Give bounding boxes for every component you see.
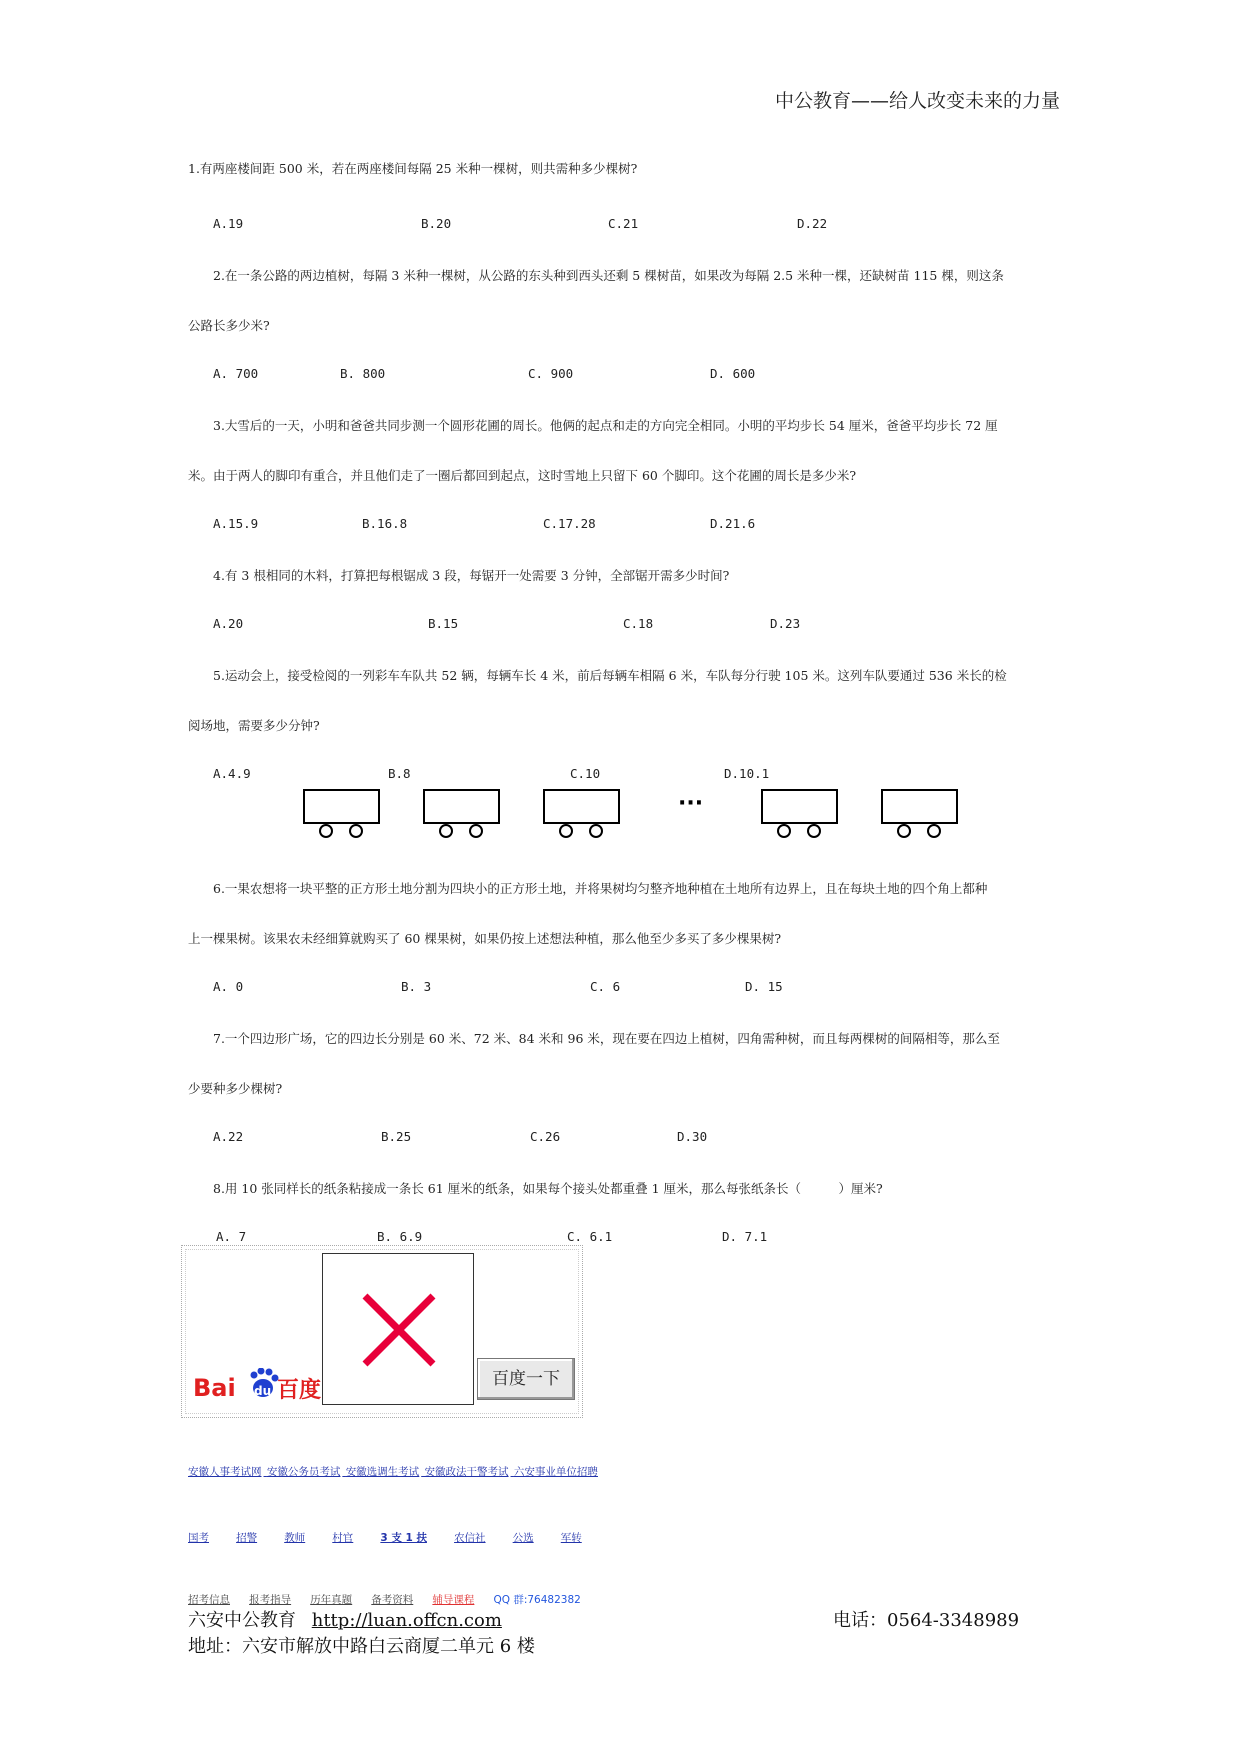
question-1-option-b: B.20 bbox=[421, 216, 452, 231]
question-8-option-c: C. 6.1 bbox=[567, 1229, 613, 1244]
question-6-stem-line-1: 6.一果农想将一块平整的正方形土地分割为四块小的正方形土地，并将果树均匀整齐地种植在土地所有边界上，且在每块土地的四个角上都种 bbox=[213, 881, 988, 896]
question-2-option-c: C. 900 bbox=[528, 366, 574, 381]
question-3-option-a: A.15.9 bbox=[213, 516, 259, 531]
car-2 bbox=[424, 790, 499, 837]
link-sanzhiyifu[interactable]: 3 支 1 扶 bbox=[380, 1532, 427, 1544]
question-5-stem-line-2: 阅场地，需要多少分钟? bbox=[188, 718, 320, 733]
question-6-option-b: B. 3 bbox=[401, 979, 432, 994]
cars-svg bbox=[300, 788, 970, 848]
link-exam-info[interactable]: 招考信息 bbox=[188, 1594, 230, 1606]
links-row-3 bbox=[188, 1588, 581, 1607]
link-anhui-civil-servant[interactable]: 安徽公务员考试 bbox=[266, 1466, 341, 1478]
question-1-stem: 1.有两座楼间距 500 米，若在两座楼间每隔 25 米种一棵树，则共需种多少棵树? bbox=[188, 161, 638, 176]
question-8-stem: 8.用 10 张同样长的纸条粘接成一条长 61 厘米的纸条，如果每个接头处都重叠 1 厘米，那么每张纸条长（ ）厘米? bbox=[213, 1181, 883, 1196]
footer-phone: 电话：0564-3348989 bbox=[833, 1610, 1020, 1631]
link-zhaojing[interactable]: 招警 bbox=[236, 1532, 258, 1544]
links-row-1 bbox=[188, 1464, 600, 1479]
question-5-stem-line-1: 5.运动会上，接受检阅的一列彩车车队共 52 辆，每辆车长 4 米，前后每辆车相隔 6 米，车队每分行驶 105 米。这列车队要通过 536 米长的检 bbox=[213, 668, 1007, 683]
link-guokao[interactable]: 国考 bbox=[188, 1532, 209, 1544]
question-2-option-d: D. 600 bbox=[710, 366, 756, 381]
baidu-search-button[interactable]: 百度一下 bbox=[477, 1358, 575, 1400]
question-4-option-a: A.20 bbox=[213, 616, 244, 631]
link-past-papers[interactable]: 历年真题 bbox=[310, 1594, 353, 1606]
question-7-stem-line-1: 7.一个四边形广场，它的四边长分别是 60 米、72 米、84 米和 96 米，现在要在四边上植树，四角需种树，而且每两棵树的间隔相等，那么至 bbox=[213, 1031, 1000, 1046]
question-5-option-c: C.10 bbox=[570, 766, 601, 781]
link-anhui-police[interactable]: 安徽政法干警考试 bbox=[424, 1466, 509, 1478]
footer-address: 地址：六安市解放中路白云商厦二单元 6 楼 bbox=[188, 1636, 535, 1657]
car-4 bbox=[762, 790, 837, 837]
question-2-option-a: A. 700 bbox=[213, 366, 259, 381]
baidu-paw-icon bbox=[193, 1368, 323, 1402]
link-tutoring-courses[interactable]: 辅导课程 bbox=[432, 1594, 475, 1606]
broken-image-placeholder bbox=[322, 1253, 474, 1405]
links-row-2 bbox=[188, 1526, 604, 1545]
question-6-stem-line-2: 上一棵果树。该果农未经细算就购买了 60 棵果树，如果仍按上述想法种植，那么他至少多买了多少棵果树? bbox=[188, 931, 782, 946]
footer-org-line bbox=[188, 1606, 502, 1632]
question-4-stem: 4.有 3 根相同的木料，打算把每根锯成 3 段，每锯开一处需要 3 分钟，全部锯开需多少时间? bbox=[213, 568, 730, 583]
baidu-logo[interactable] bbox=[193, 1368, 323, 1406]
question-7-option-c: C.26 bbox=[530, 1129, 561, 1144]
footer-website-link[interactable]: http://luan.offcn.com bbox=[311, 1610, 502, 1631]
question-7-option-b: B.25 bbox=[381, 1129, 412, 1144]
question-6-option-a: A. 0 bbox=[213, 979, 244, 994]
footer-org-name: 六安中公教育 bbox=[188, 1610, 296, 1631]
question-4-option-d: D.23 bbox=[770, 616, 801, 631]
question-7-option-a: A.22 bbox=[213, 1129, 244, 1144]
baidu-logo-du: du bbox=[254, 1384, 272, 1398]
broken-image-x-icon bbox=[323, 1254, 473, 1404]
car-5 bbox=[882, 790, 957, 837]
cars-ellipsis: ··· bbox=[678, 791, 704, 816]
question-4-option-b: B.15 bbox=[428, 616, 459, 631]
baidu-logo-cn: 百度 bbox=[277, 1378, 322, 1402]
question-8-option-d: D. 7.1 bbox=[722, 1229, 768, 1244]
question-7-option-d: D.30 bbox=[677, 1129, 708, 1144]
question-3-option-c: C.17.28 bbox=[543, 516, 596, 531]
question-2-stem-line-2: 公路长多少米? bbox=[188, 318, 270, 333]
question-5-option-b: B.8 bbox=[388, 766, 411, 781]
question-4-option-c: C.18 bbox=[623, 616, 654, 631]
question-1-option-d: D.22 bbox=[797, 216, 828, 231]
question-2-stem-line-1: 2.在一条公路的两边植树，每隔 3 米种一棵树，从公路的东头种到西头还剩 5 棵树苗，如果改为每隔 2.5 米种一棵，还缺树苗 115 棵，则这条 bbox=[213, 268, 1004, 283]
link-prep-materials[interactable]: 备考资料 bbox=[371, 1594, 414, 1606]
link-anhui-personnel-exam[interactable]: 安徽人事考试网 bbox=[188, 1466, 262, 1478]
question-5-option-d: D.10.1 bbox=[724, 766, 770, 781]
question-3-stem-line-2: 米。由于两人的脚印有重合，并且他们走了一圈后都回到起点，这时雪地上只留下 60 个脚印。这个花圃的周长是多少米? bbox=[188, 468, 857, 483]
question-8-option-a: A. 7 bbox=[216, 1229, 247, 1244]
question-6-option-c: C. 6 bbox=[590, 979, 621, 994]
header-slogan: 中公教育——给人改变未来的力量 bbox=[774, 90, 1060, 112]
link-gongxuan[interactable]: 公选 bbox=[512, 1532, 534, 1544]
cars-illustration bbox=[300, 788, 970, 852]
link-registration-guide[interactable]: 报考指导 bbox=[249, 1594, 292, 1606]
link-nongxinshe[interactable]: 农信社 bbox=[454, 1532, 486, 1544]
question-1-option-c: C.21 bbox=[608, 216, 639, 231]
question-6-option-d: D. 15 bbox=[745, 979, 783, 994]
car-1 bbox=[304, 790, 379, 837]
link-jiaoshi[interactable]: 教师 bbox=[284, 1532, 306, 1544]
car-3 bbox=[544, 790, 619, 837]
link-luan-public-institutions[interactable]: 六安事业单位招聘 bbox=[513, 1466, 598, 1478]
question-5-option-a: A.4.9 bbox=[213, 766, 251, 781]
question-7-stem-line-2: 少要种多少棵树? bbox=[188, 1081, 283, 1096]
question-3-stem-line-1: 3.大雪后的一天，小明和爸爸共同步测一个圆形花圃的周长。他俩的起点和走的方向完全相同。小明的平均步长 54 厘米，爸爸平均步长 72 厘 bbox=[213, 418, 998, 433]
question-1-option-a: A.19 bbox=[213, 216, 244, 231]
question-3-option-d: D.21.6 bbox=[710, 516, 756, 531]
baidu-logo-bai: Bai bbox=[193, 1374, 236, 1402]
question-8-option-b: B. 6.9 bbox=[377, 1229, 423, 1244]
qq-group-label: QQ 群:76482382 bbox=[493, 1594, 581, 1606]
question-2-option-b: B. 800 bbox=[340, 366, 386, 381]
link-junzhuan[interactable]: 军转 bbox=[560, 1532, 582, 1544]
question-3-option-b: B.16.8 bbox=[362, 516, 408, 531]
link-cunguan[interactable]: 村官 bbox=[332, 1532, 354, 1544]
link-anhui-selected-graduates[interactable]: 安徽选调生考试 bbox=[345, 1466, 420, 1478]
